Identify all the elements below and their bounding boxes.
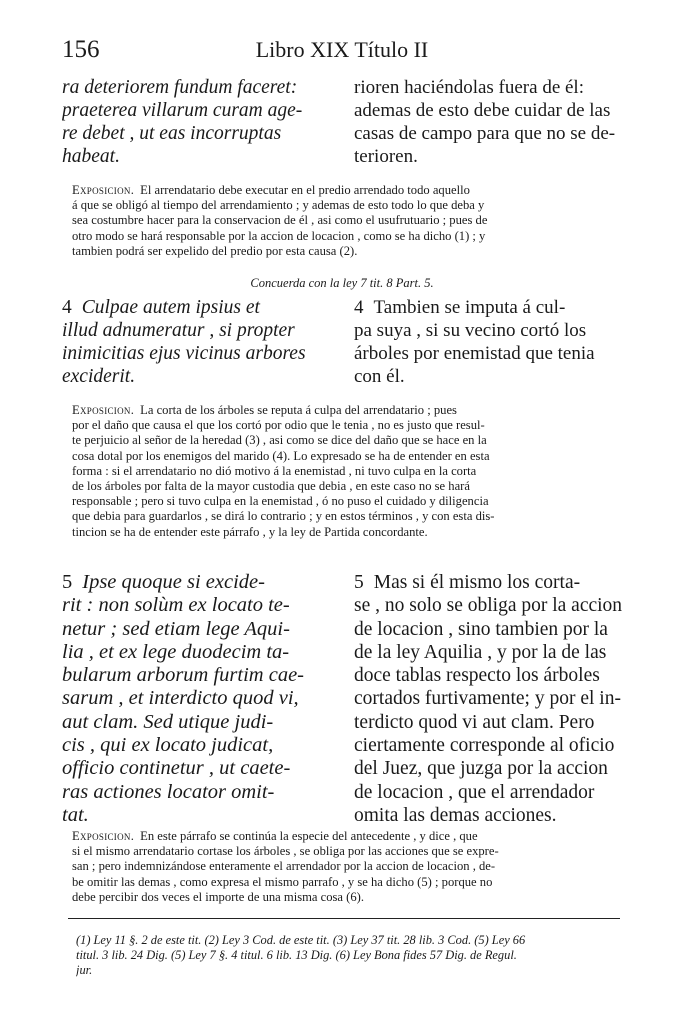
spanish-line: Tambien se imputa á cul- (373, 297, 566, 318)
latin-line: ras actiones locator omit- (62, 780, 275, 803)
exposicion-line: si el mismo arrendatario cortase los árboles , se obliga por las acciones que se expre- (72, 844, 499, 859)
spanish-line: omita las demas acciones. (354, 804, 557, 826)
latin-line: exciderit. (62, 366, 136, 387)
exposicion-line: á que se obligó al tiempo del arrendamiento ; y ademas de esto todo lo que deba y (72, 198, 485, 213)
paragraph-number: 5 (62, 571, 73, 593)
exposicion-line: que debia para guardarlos , se dirá lo contrario ; y en estos términos , y con esta dis- (72, 509, 495, 524)
exposicion-line: cosa dotal por los enemigos del marido (4). Lo expresado se ha de entender en esta (72, 448, 490, 463)
exposicion-line: tambien podrá ser expelido del predio por esta causa (2). (72, 243, 358, 258)
latin-line: netur ; sed etiam lege Aqui- (62, 617, 290, 640)
spanish-line: se , no solo se obliga por la accion (354, 595, 622, 617)
concordance-note: Concuerda con la ley 7 tit. 8 Part. 5. (250, 276, 434, 290)
spanish-line: terioren. (354, 146, 418, 167)
footnote-line: (1) Ley 11 §. 2 de este tit. (2) Ley 3 Cod. de este tit. (3) Ley 37 tit. 28 lib. 3 Cod. (5) Ley 66 (76, 933, 526, 947)
spanish-column (354, 296, 622, 388)
latin-line: Ipse quoque si excide- (82, 571, 265, 593)
running-title: Libro XIX Título II (255, 37, 429, 62)
exposicion-line: responsable ; pero si tuvo culpa en la enemistad , ó no puso el cuidado y diligencia (72, 494, 489, 509)
latin-line: officio continetur , ut caete- (62, 757, 291, 780)
exposicion-line: En este párrafo se continúa la especie del antecedente , y dice , que (140, 829, 478, 843)
latin-line: habeat. (62, 146, 120, 167)
latin-line: ra deteriorem fundum faceret: (62, 77, 298, 98)
spanish-line: rioren haciéndolas fuera de él: (354, 77, 584, 98)
exposicion-block (72, 403, 620, 540)
spanish-line: Mas si él mismo los corta- (373, 572, 581, 593)
exposicion-line: forma : si el arrendatario no dió motivo á la enemistad , ni tuvo culpa en la corta (72, 463, 477, 478)
footnotes (76, 933, 620, 978)
spanish-column (354, 76, 622, 168)
paragraph-5 (62, 571, 622, 827)
exposicion-line: por el daño que causa el que los cortó por odio que le tenia , no es justo que resul- (72, 418, 485, 433)
exposicion-line: tincion se ha de entender este párrafo , y la ley de Partida concordante. (72, 524, 428, 539)
spanish-line: terdicto quod vi aut clam. Pero (354, 711, 595, 733)
latin-line: re debet , ut eas incorruptas (62, 123, 282, 144)
spanish-column (354, 571, 622, 827)
page-number: 156 (62, 36, 100, 63)
spanish-line: casas de campo para que no se de- (354, 123, 616, 144)
spanish-line: con él. (354, 366, 405, 387)
exposicion-line: El arrendatario debe executar en el predio arrendado todo aquello (140, 183, 470, 197)
exposicion-block (72, 183, 620, 259)
latin-line: sarum , et interdicto quod vi, (62, 687, 299, 710)
spanish-line: ciertamente corresponde al oficio (354, 735, 615, 757)
latin-line: cis , qui ex locato judicat, (62, 734, 274, 757)
latin-column (62, 76, 330, 168)
exposicion-line: otro modo se hará responsable por la accion de locacion , como se ha dicho (1) ; y (72, 228, 486, 243)
exposicion-label: Exposicion. (72, 829, 135, 843)
spanish-line: pa suya , si su vecino cortó los (354, 320, 587, 341)
spanish-line: del Juez, que juzga por la accion (354, 758, 608, 780)
spanish-line: de la ley Aquilia , y por la de las (354, 641, 607, 663)
latin-line: illud adnumeratur , si propter (62, 320, 295, 341)
paragraph-continuation (62, 76, 622, 168)
latin-column (62, 296, 330, 388)
exposicion-line: La corta de los árboles se reputa á culpa del arrendatario ; pues (140, 403, 457, 417)
latin-line: inimicitias ejus vicinus arbores (62, 343, 306, 364)
footnote-line: jur. (76, 963, 93, 977)
latin-column (62, 571, 330, 827)
paragraph-number: 4 (354, 297, 364, 318)
spanish-line: doce tablas respecto los árboles (354, 665, 600, 687)
spanish-line: ademas de esto debe cuidar de las (354, 100, 611, 121)
exposicion-line: de los árboles por falta de la mayor custodia que debia , en este caso no se hará (72, 479, 470, 494)
footnote-divider (68, 918, 620, 919)
page-header (62, 36, 622, 70)
exposicion-block (72, 829, 620, 905)
exposicion-label: Exposicion. (72, 183, 135, 197)
exposicion-line: debe percibir dos veces el importe de una misma cosa (6). (72, 889, 364, 904)
spanish-line: de locacion , que el arrendador (354, 781, 595, 803)
spanish-line: árboles por enemistad que tenia (354, 343, 595, 364)
latin-line: bularum arborum furtim cae- (62, 664, 305, 687)
latin-line: praeterea villarum curam age- (62, 100, 303, 121)
exposicion-line: be omitir las demas , como expresa el mismo parrafo , y se ha dicho (5) ; porque no (72, 874, 493, 889)
latin-line: aut clam. Sed utique judi- (62, 710, 274, 733)
exposicion-line: sea costumbre hacer para la conservacion de él , asi como el usufrutuario ; pues de (72, 213, 488, 228)
exposicion-label: Exposicion. (72, 403, 135, 417)
paragraph-number: 4 (62, 297, 72, 318)
footnote-line: titul. 3 lib. 24 Dig. (5) Ley 7 §. 4 titul. 6 lib. 13 Dig. (6) Ley Bona fides 57 Dig. de Regul. (76, 948, 517, 962)
paragraph-4 (62, 296, 622, 388)
paragraph-number: 5 (354, 572, 364, 593)
exposicion-line: san ; pero indemnizándose enteramente el arrendador por la accion de locacion , de- (72, 859, 496, 874)
latin-line: Culpae autem ipsius et (81, 297, 260, 318)
spanish-line: cortados furtivamente; y por el in- (354, 688, 621, 710)
latin-line: rit : non solùm ex locato te- (62, 594, 290, 617)
spanish-line: de locacion , sino tambien por la (354, 618, 608, 640)
latin-line: lia , et ex lege duodecim ta- (62, 640, 290, 663)
exposicion-line: te perjuicio al señor de la heredad (3) , asi como se dice del daño que se hace en la (72, 433, 487, 448)
latin-line: tat. (62, 803, 89, 826)
